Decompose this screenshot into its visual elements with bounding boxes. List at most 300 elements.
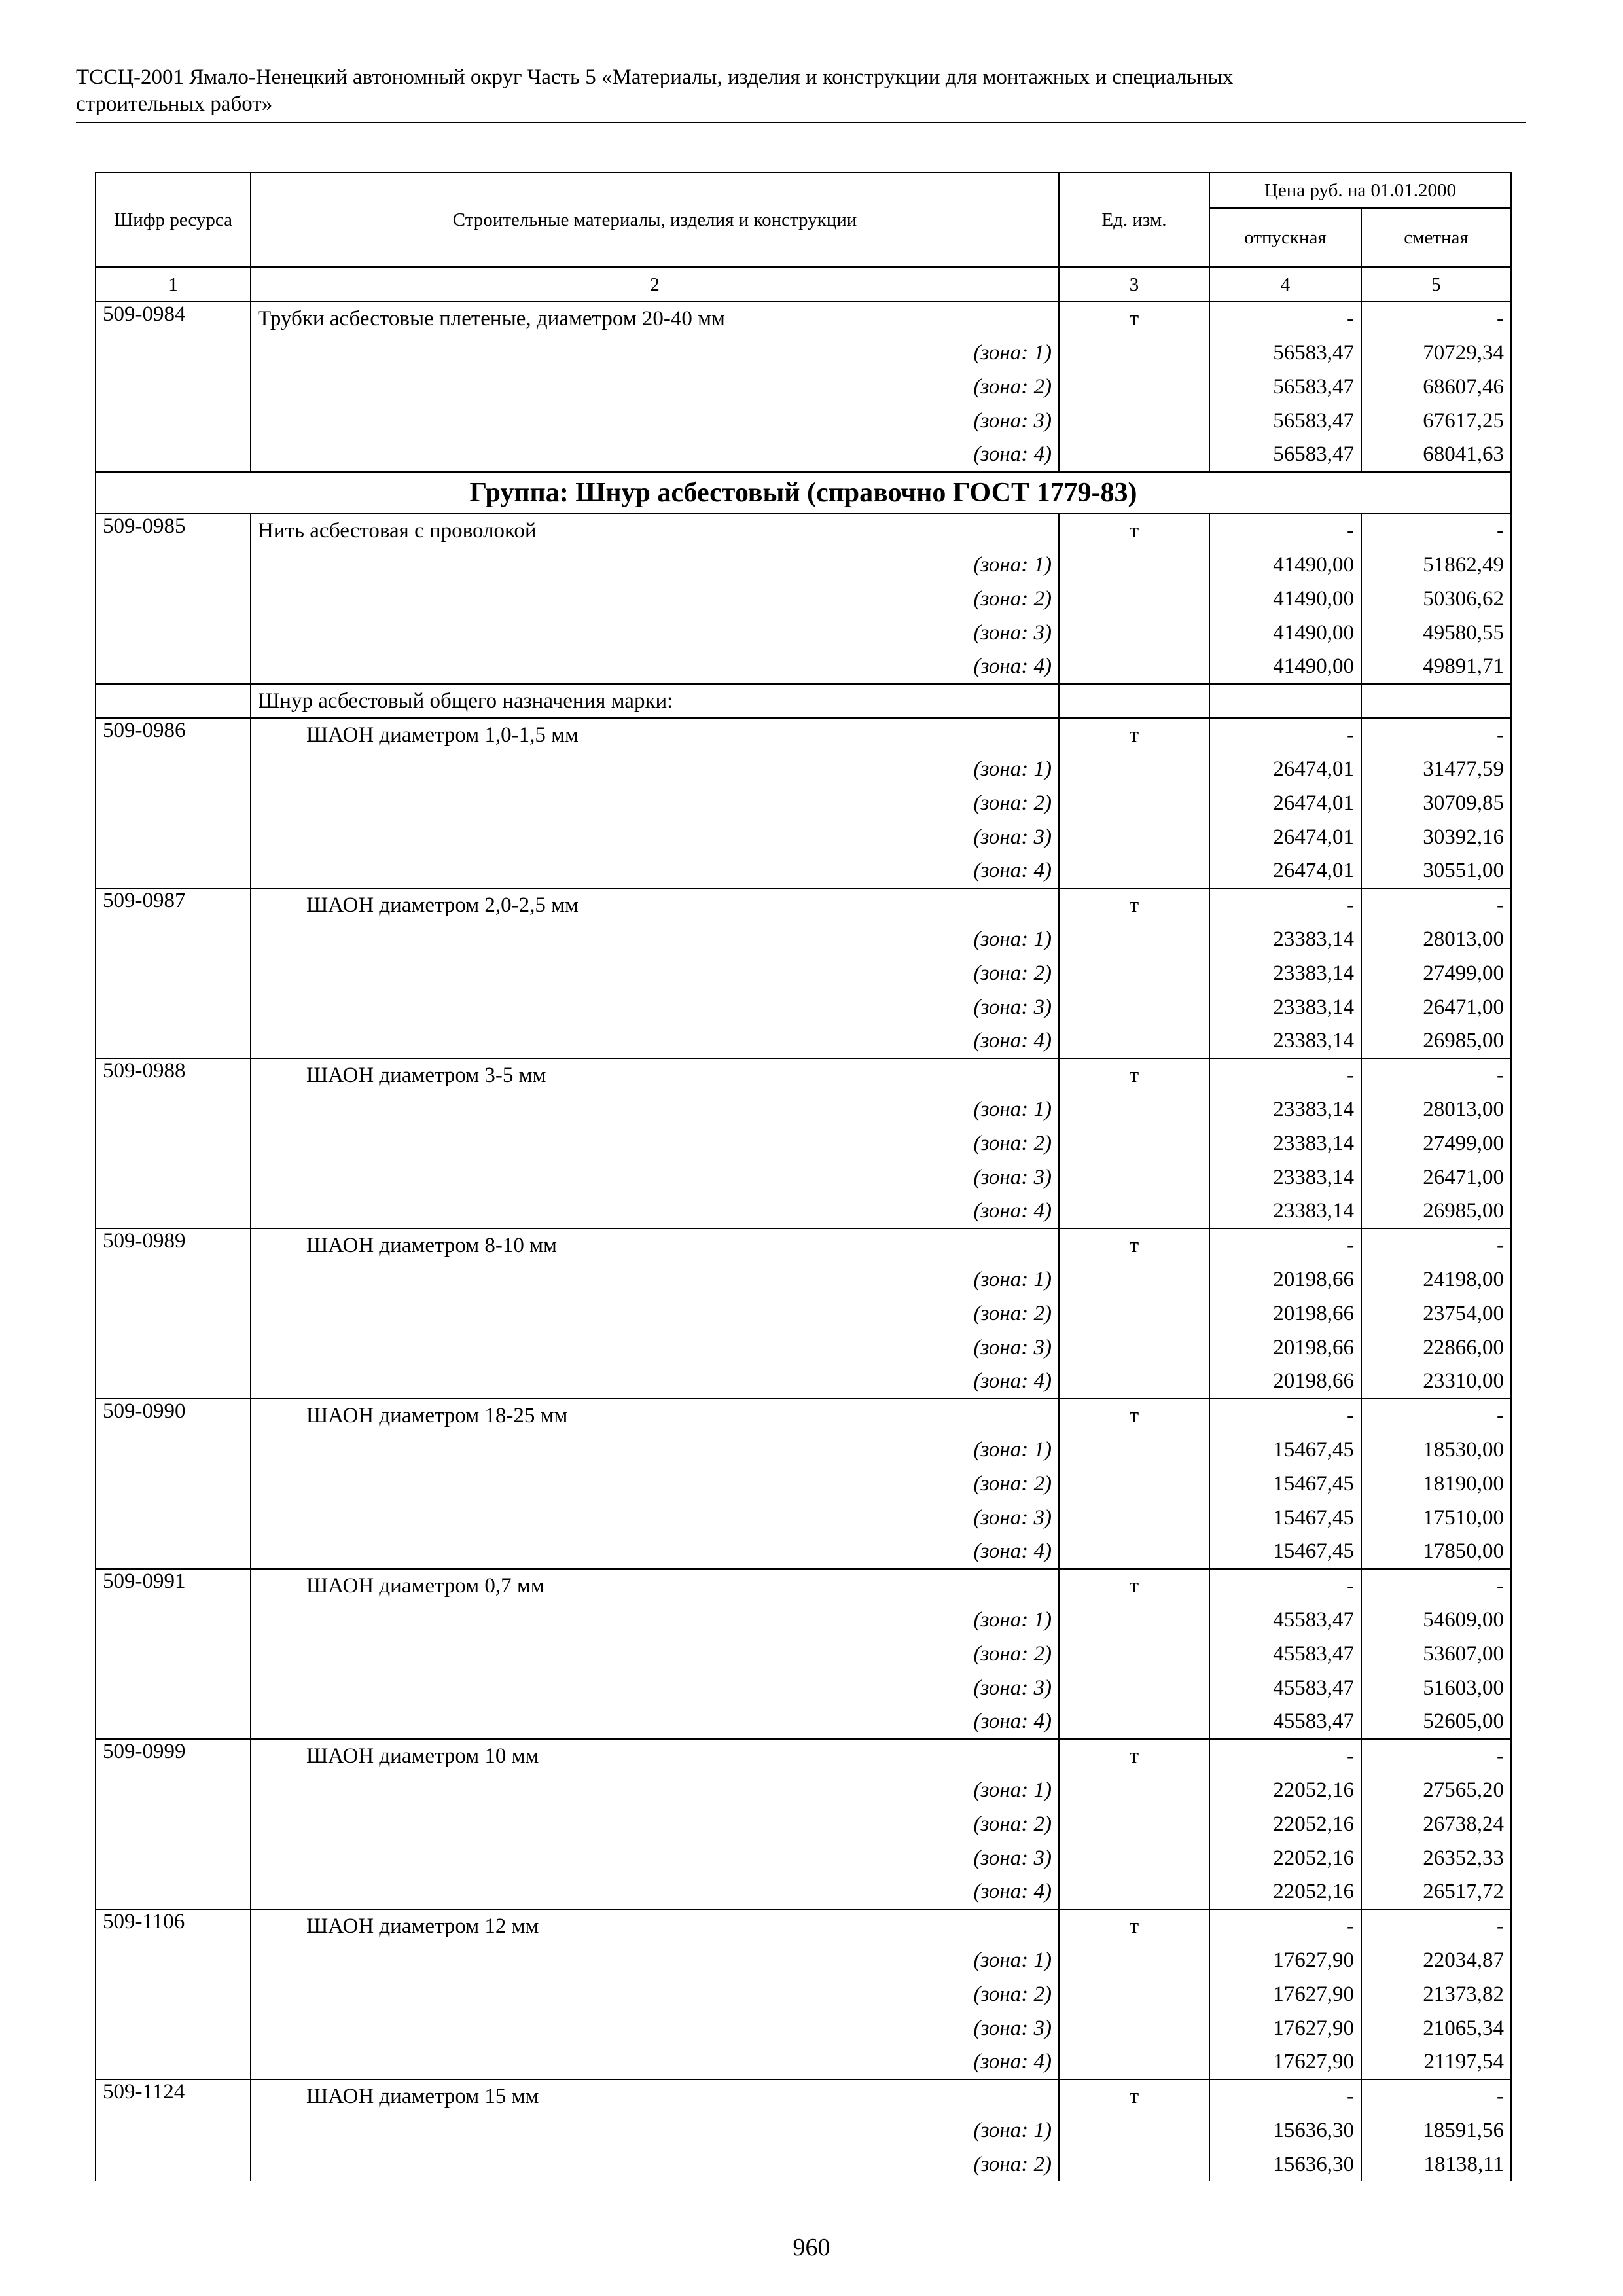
zone-row	[96, 1331, 1511, 1365]
estimate-price: 27565,20	[1361, 1773, 1511, 1807]
estimate-price: 22866,00	[1361, 1331, 1511, 1365]
zone-label: (зона: 1)	[251, 922, 1059, 956]
release-price: 15467,45	[1209, 1535, 1361, 1569]
zone-row	[96, 404, 1511, 438]
zone-row	[96, 1126, 1511, 1160]
column-number: 4	[1209, 267, 1361, 302]
unit-of-measure: т	[1059, 514, 1209, 548]
release-price: 26474,01	[1209, 820, 1361, 854]
estimate-price: -	[1361, 1399, 1511, 1433]
zone-label: (зона: 2)	[251, 1297, 1059, 1331]
resource-code-cell	[96, 1671, 251, 1705]
release-price: 45583,47	[1209, 1705, 1361, 1739]
resource-code-cell	[96, 438, 251, 472]
column-header-name: Строительные материалы, изделия и конструкции	[251, 173, 1059, 267]
release-price: -	[1209, 1739, 1361, 1773]
release-price: -	[1209, 514, 1361, 548]
estimate-price: 23754,00	[1361, 1297, 1511, 1331]
unit-cell	[1059, 1603, 1209, 1637]
table-row	[96, 514, 1511, 548]
zone-row	[96, 1773, 1511, 1807]
estimate-price: 68041,63	[1361, 438, 1511, 472]
material-name: ШАОН диаметром 8-10 мм	[251, 1229, 1059, 1263]
unit-cell	[1059, 1501, 1209, 1535]
release-price: -	[1209, 718, 1361, 752]
unit-cell	[1059, 2045, 1209, 2079]
zone-row	[96, 2113, 1511, 2147]
unit-cell	[1059, 1433, 1209, 1467]
estimate-price: 21373,82	[1361, 1977, 1511, 2011]
zone-label: (зона: 1)	[251, 1092, 1059, 1126]
zone-label: (зона: 2)	[251, 1637, 1059, 1671]
zone-row	[96, 616, 1511, 650]
unit-cell	[1059, 1160, 1209, 1194]
resource-code-cell	[96, 1467, 251, 1501]
document-header	[76, 64, 1522, 118]
zone-label: (зона: 2)	[251, 2147, 1059, 2181]
release-price: 23383,14	[1209, 1092, 1361, 1126]
zone-label: (зона: 4)	[251, 1875, 1059, 1909]
release-price: 23383,14	[1209, 922, 1361, 956]
unit-cell	[1059, 1092, 1209, 1126]
release-price: 22052,16	[1209, 1841, 1361, 1875]
zone-label: (зона: 3)	[251, 2011, 1059, 2045]
estimate-price: 28013,00	[1361, 1092, 1511, 1126]
release-price: 17627,90	[1209, 1977, 1361, 2011]
unit-cell	[1059, 752, 1209, 786]
zone-row	[96, 1603, 1511, 1637]
unit-of-measure: т	[1059, 1399, 1209, 1433]
estimate-price: -	[1361, 514, 1511, 548]
estimate-price: -	[1361, 1739, 1511, 1773]
resource-code: 509-0989	[96, 1229, 251, 1263]
column-header-price-group: Цена руб. на 01.01.2000	[1209, 173, 1511, 208]
group-heading-row	[96, 472, 1511, 514]
zone-label: (зона: 4)	[251, 650, 1059, 684]
release-price: 23383,14	[1209, 1126, 1361, 1160]
estimate-price: 52605,00	[1361, 1705, 1511, 1739]
zone-label: (зона: 2)	[251, 1126, 1059, 1160]
zone-row	[96, 990, 1511, 1024]
estimate-price: 67617,25	[1361, 404, 1511, 438]
table-row	[96, 1058, 1511, 1092]
zone-label: (зона: 1)	[251, 1943, 1059, 1977]
zone-row	[96, 1194, 1511, 1229]
zone-label: (зона: 4)	[251, 1194, 1059, 1229]
unit-cell	[1059, 1297, 1209, 1331]
unit-cell	[1059, 1773, 1209, 1807]
release-price: 23383,14	[1209, 1194, 1361, 1229]
zone-row	[96, 1433, 1511, 1467]
zone-row	[96, 1671, 1511, 1705]
subheading-row	[96, 684, 1511, 718]
material-name: Нить асбестовая с проволокой	[251, 514, 1059, 548]
unit-of-measure: т	[1059, 302, 1209, 336]
release-price: 17627,90	[1209, 2045, 1361, 2079]
release-price: 41490,00	[1209, 548, 1361, 582]
unit-cell	[1059, 1263, 1209, 1297]
unit-cell	[1059, 582, 1209, 616]
unit-cell	[1059, 786, 1209, 820]
zone-row	[96, 370, 1511, 404]
zone-label: (зона: 4)	[251, 2045, 1059, 2079]
column-header-code: Шифр ресурса	[96, 173, 251, 267]
resource-code-cell	[96, 2045, 251, 2079]
estimate-price: -	[1361, 302, 1511, 336]
resource-code-cell	[96, 956, 251, 990]
table-row	[96, 2079, 1511, 2113]
resource-code-cell	[96, 1875, 251, 1909]
material-name: Трубки асбестовые плетеные, диаметром 20-40 мм	[251, 302, 1059, 336]
zone-label: (зона: 4)	[251, 1535, 1059, 1569]
zone-label: (зона: 4)	[251, 1024, 1059, 1058]
resource-code-cell	[96, 336, 251, 370]
unit-cell	[1059, 922, 1209, 956]
subheading-text: Шнур асбестовый общего назначения марки:	[251, 684, 1059, 718]
estimate-price: 53607,00	[1361, 1637, 1511, 1671]
table-row	[96, 888, 1511, 922]
table-row	[96, 718, 1511, 752]
zone-row	[96, 1092, 1511, 1126]
material-name: ШАОН диаметром 10 мм	[251, 1739, 1059, 1773]
zone-row	[96, 1501, 1511, 1535]
zone-row	[96, 922, 1511, 956]
zone-label: (зона: 1)	[251, 1773, 1059, 1807]
unit-cell	[1059, 1331, 1209, 1365]
zone-row	[96, 1467, 1511, 1501]
zone-label: (зона: 3)	[251, 1160, 1059, 1194]
estimate-price: 23310,00	[1361, 1365, 1511, 1399]
zone-label: (зона: 1)	[251, 1433, 1059, 1467]
column-number: 3	[1059, 267, 1209, 302]
unit-cell	[1059, 2011, 1209, 2045]
zone-row	[96, 336, 1511, 370]
release-price: 15467,45	[1209, 1433, 1361, 1467]
zone-row	[96, 786, 1511, 820]
resource-code-cell	[96, 650, 251, 684]
zone-label: (зона: 1)	[251, 548, 1059, 582]
material-name: ШАОН диаметром 3-5 мм	[251, 1058, 1059, 1092]
release-price: 17627,90	[1209, 2011, 1361, 2045]
zone-row	[96, 854, 1511, 888]
unit-cell	[1059, 438, 1209, 472]
resource-code: 509-1106	[96, 1909, 251, 1943]
estimate-price: 30392,16	[1361, 820, 1511, 854]
unit-cell	[1059, 616, 1209, 650]
estimate-price: 54609,00	[1361, 1603, 1511, 1637]
estimate-price: 21197,54	[1361, 2045, 1511, 2079]
unit-cell	[1059, 990, 1209, 1024]
zone-label: (зона: 3)	[251, 1501, 1059, 1535]
table-row	[96, 1399, 1511, 1433]
unit-cell	[1059, 854, 1209, 888]
unit-of-measure: т	[1059, 1058, 1209, 1092]
release-price: 45583,47	[1209, 1603, 1361, 1637]
estimate-price: 26352,33	[1361, 1841, 1511, 1875]
table-body	[96, 302, 1511, 2181]
material-name: ШАОН диаметром 15 мм	[251, 2079, 1059, 2113]
estimate-price: 70729,34	[1361, 336, 1511, 370]
unit-cell	[1059, 1943, 1209, 1977]
estimate-price: -	[1361, 1229, 1511, 1263]
unit-cell	[1059, 956, 1209, 990]
zone-label: (зона: 4)	[251, 1705, 1059, 1739]
resource-code-cell	[96, 684, 251, 718]
resource-code-cell	[96, 616, 251, 650]
resource-code: 509-0985	[96, 514, 251, 548]
estimate-price: 49580,55	[1361, 616, 1511, 650]
resource-code: 509-1124	[96, 2079, 251, 2113]
estimate-price: 51603,00	[1361, 1671, 1511, 1705]
estimate-price: 27499,00	[1361, 1126, 1511, 1160]
zone-label: (зона: 3)	[251, 616, 1059, 650]
zone-label: (зона: 4)	[251, 1365, 1059, 1399]
resource-code: 509-0988	[96, 1058, 251, 1092]
column-number: 5	[1361, 267, 1511, 302]
unit-cell	[1059, 1535, 1209, 1569]
unit-cell	[1059, 1977, 1209, 2011]
estimate-price: -	[1361, 718, 1511, 752]
unit-cell	[1059, 2113, 1209, 2147]
estimate-price: -	[1361, 1569, 1511, 1603]
resource-code-cell	[96, 1943, 251, 1977]
page-number: 960	[793, 2234, 830, 2261]
zone-row	[96, 582, 1511, 616]
estimate-price: 51862,49	[1361, 548, 1511, 582]
column-number: 1	[96, 267, 251, 302]
resource-code-cell	[96, 1365, 251, 1399]
resource-code-cell	[96, 820, 251, 854]
resource-code-cell	[96, 1024, 251, 1058]
unit-cell	[1059, 1194, 1209, 1229]
zone-label: (зона: 3)	[251, 990, 1059, 1024]
resource-code-cell	[96, 1705, 251, 1739]
release-price: -	[1209, 302, 1361, 336]
zone-row	[96, 1841, 1511, 1875]
unit-cell	[1059, 1671, 1209, 1705]
material-name: ШАОН диаметром 18-25 мм	[251, 1399, 1059, 1433]
resource-code-cell	[96, 1263, 251, 1297]
resource-code: 509-0987	[96, 888, 251, 922]
release-price: -	[1209, 2079, 1361, 2113]
release-price: 26474,01	[1209, 752, 1361, 786]
zone-row	[96, 752, 1511, 786]
release-price: 26474,01	[1209, 854, 1361, 888]
resource-code-cell	[96, 1297, 251, 1331]
unit-cell	[1059, 1875, 1209, 1909]
zone-label: (зона: 2)	[251, 1977, 1059, 2011]
column-header-estimate: сметная	[1361, 208, 1511, 267]
unit-cell	[1059, 2147, 1209, 2181]
table-row	[96, 1739, 1511, 1773]
unit-cell	[1059, 1807, 1209, 1841]
release-price: 20198,66	[1209, 1331, 1361, 1365]
zone-row	[96, 1535, 1511, 1569]
zone-row	[96, 1943, 1511, 1977]
zone-label: (зона: 1)	[251, 1603, 1059, 1637]
unit-cell	[1059, 1365, 1209, 1399]
estimate-price: 26471,00	[1361, 990, 1511, 1024]
unit-cell	[1059, 370, 1209, 404]
estimate-price: -	[1361, 1058, 1511, 1092]
zone-row	[96, 1297, 1511, 1331]
release-price: 20198,66	[1209, 1365, 1361, 1399]
price-table	[95, 172, 1512, 2181]
zone-label: (зона: 3)	[251, 1331, 1059, 1365]
release-price: -	[1209, 1399, 1361, 1433]
estimate-price: 26471,00	[1361, 1160, 1511, 1194]
column-header-unit: Ед. изм.	[1059, 173, 1209, 267]
release-price: 56583,47	[1209, 404, 1361, 438]
estimate-price: 18530,00	[1361, 1433, 1511, 1467]
zone-row	[96, 438, 1511, 472]
header-line-2: строительных работ»	[76, 92, 273, 116]
estimate-price: 21065,34	[1361, 2011, 1511, 2045]
zone-label: (зона: 4)	[251, 854, 1059, 888]
zone-label: (зона: 2)	[251, 956, 1059, 990]
resource-code-cell	[96, 1331, 251, 1365]
estimate-price: 26517,72	[1361, 1875, 1511, 1909]
resource-code-cell	[96, 1807, 251, 1841]
resource-code-cell	[96, 1603, 251, 1637]
release-price: 15636,30	[1209, 2113, 1361, 2147]
resource-code-cell	[96, 2113, 251, 2147]
unit-cell	[1059, 650, 1209, 684]
estimate-price-cell	[1361, 684, 1511, 718]
material-name: ШАОН диаметром 12 мм	[251, 1909, 1059, 1943]
zone-row	[96, 1263, 1511, 1297]
unit-cell	[1059, 336, 1209, 370]
zone-label: (зона: 4)	[251, 438, 1059, 472]
material-name: ШАОН диаметром 0,7 мм	[251, 1569, 1059, 1603]
estimate-price: 50306,62	[1361, 582, 1511, 616]
resource-code-cell	[96, 1194, 251, 1229]
resource-code-cell	[96, 854, 251, 888]
zone-label: (зона: 2)	[251, 370, 1059, 404]
unit-cell	[1059, 404, 1209, 438]
release-price: -	[1209, 1569, 1361, 1603]
resource-code-cell	[96, 1535, 251, 1569]
release-price: 45583,47	[1209, 1671, 1361, 1705]
release-price: 20198,66	[1209, 1297, 1361, 1331]
unit-cell	[1059, 1841, 1209, 1875]
estimate-price: 24198,00	[1361, 1263, 1511, 1297]
zone-label: (зона: 2)	[251, 1467, 1059, 1501]
unit-cell	[1059, 820, 1209, 854]
table-row	[96, 1569, 1511, 1603]
unit-cell	[1059, 1024, 1209, 1058]
estimate-price: 68607,46	[1361, 370, 1511, 404]
estimate-price: -	[1361, 888, 1511, 922]
release-price: 45583,47	[1209, 1637, 1361, 1671]
resource-code-cell	[96, 1501, 251, 1535]
release-price: 23383,14	[1209, 956, 1361, 990]
release-price-cell	[1209, 684, 1361, 718]
column-header-release: отпускная	[1209, 208, 1361, 267]
header-divider	[76, 122, 1526, 123]
release-price: -	[1209, 888, 1361, 922]
zone-row	[96, 956, 1511, 990]
zone-row	[96, 1705, 1511, 1739]
release-price: 15467,45	[1209, 1467, 1361, 1501]
resource-code-cell	[96, 1433, 251, 1467]
unit-of-measure: т	[1059, 1229, 1209, 1263]
estimate-price: 49891,71	[1361, 650, 1511, 684]
zone-row	[96, 1977, 1511, 2011]
resource-code: 509-0999	[96, 1739, 251, 1773]
zone-row	[96, 2147, 1511, 2181]
release-price: 41490,00	[1209, 582, 1361, 616]
zone-row	[96, 820, 1511, 854]
release-price: 15467,45	[1209, 1501, 1361, 1535]
zone-label: (зона: 1)	[251, 752, 1059, 786]
group-heading: Группа: Шнур асбестовый (справочно ГОСТ 1779-83)	[96, 472, 1511, 514]
resource-code-cell	[96, 1841, 251, 1875]
unit-of-measure: т	[1059, 888, 1209, 922]
release-price: 15636,30	[1209, 2147, 1361, 2181]
column-number: 2	[251, 267, 1059, 302]
release-price: 23383,14	[1209, 1160, 1361, 1194]
estimate-price: -	[1361, 1909, 1511, 1943]
zone-row	[96, 1637, 1511, 1671]
unit-of-measure: т	[1059, 2079, 1209, 2113]
release-price: 56583,47	[1209, 438, 1361, 472]
estimate-price: 27499,00	[1361, 956, 1511, 990]
release-price: 22052,16	[1209, 1875, 1361, 1909]
estimate-price: 17850,00	[1361, 1535, 1511, 1569]
release-price: -	[1209, 1909, 1361, 1943]
unit-cell	[1059, 684, 1209, 718]
release-price: 22052,16	[1209, 1773, 1361, 1807]
zone-label: (зона: 1)	[251, 336, 1059, 370]
unit-of-measure: т	[1059, 718, 1209, 752]
unit-cell	[1059, 1126, 1209, 1160]
release-price: 23383,14	[1209, 1024, 1361, 1058]
zone-label: (зона: 3)	[251, 1841, 1059, 1875]
zone-label: (зона: 3)	[251, 1671, 1059, 1705]
release-price: -	[1209, 1058, 1361, 1092]
resource-code-cell	[96, 786, 251, 820]
resource-code: 509-0990	[96, 1399, 251, 1433]
resource-code: 509-0984	[96, 302, 251, 336]
unit-of-measure: т	[1059, 1569, 1209, 1603]
release-price: 26474,01	[1209, 786, 1361, 820]
estimate-price: 26985,00	[1361, 1024, 1511, 1058]
zone-row	[96, 1807, 1511, 1841]
zone-row	[96, 650, 1511, 684]
resource-code-cell	[96, 2011, 251, 2045]
resource-code-cell	[96, 922, 251, 956]
resource-code-cell	[96, 752, 251, 786]
unit-cell	[1059, 548, 1209, 582]
zone-row	[96, 1160, 1511, 1194]
zone-row	[96, 1875, 1511, 1909]
header-line-1: ТССЦ-2001 Ямало-Ненецкий автономный округ Часть 5 «Материалы, изделия и конструкции для монтажных и специальных	[76, 65, 1234, 89]
resource-code-cell	[96, 1637, 251, 1671]
zone-label: (зона: 3)	[251, 404, 1059, 438]
estimate-price: 26985,00	[1361, 1194, 1511, 1229]
estimate-price: 30709,85	[1361, 786, 1511, 820]
resource-code-cell	[96, 1773, 251, 1807]
table-row	[96, 1909, 1511, 1943]
resource-code-cell	[96, 548, 251, 582]
zone-label: (зона: 2)	[251, 786, 1059, 820]
estimate-price: 31477,59	[1361, 752, 1511, 786]
zone-label: (зона: 2)	[251, 582, 1059, 616]
resource-code-cell	[96, 404, 251, 438]
resource-code-cell	[96, 2147, 251, 2181]
unit-of-measure: т	[1059, 1909, 1209, 1943]
